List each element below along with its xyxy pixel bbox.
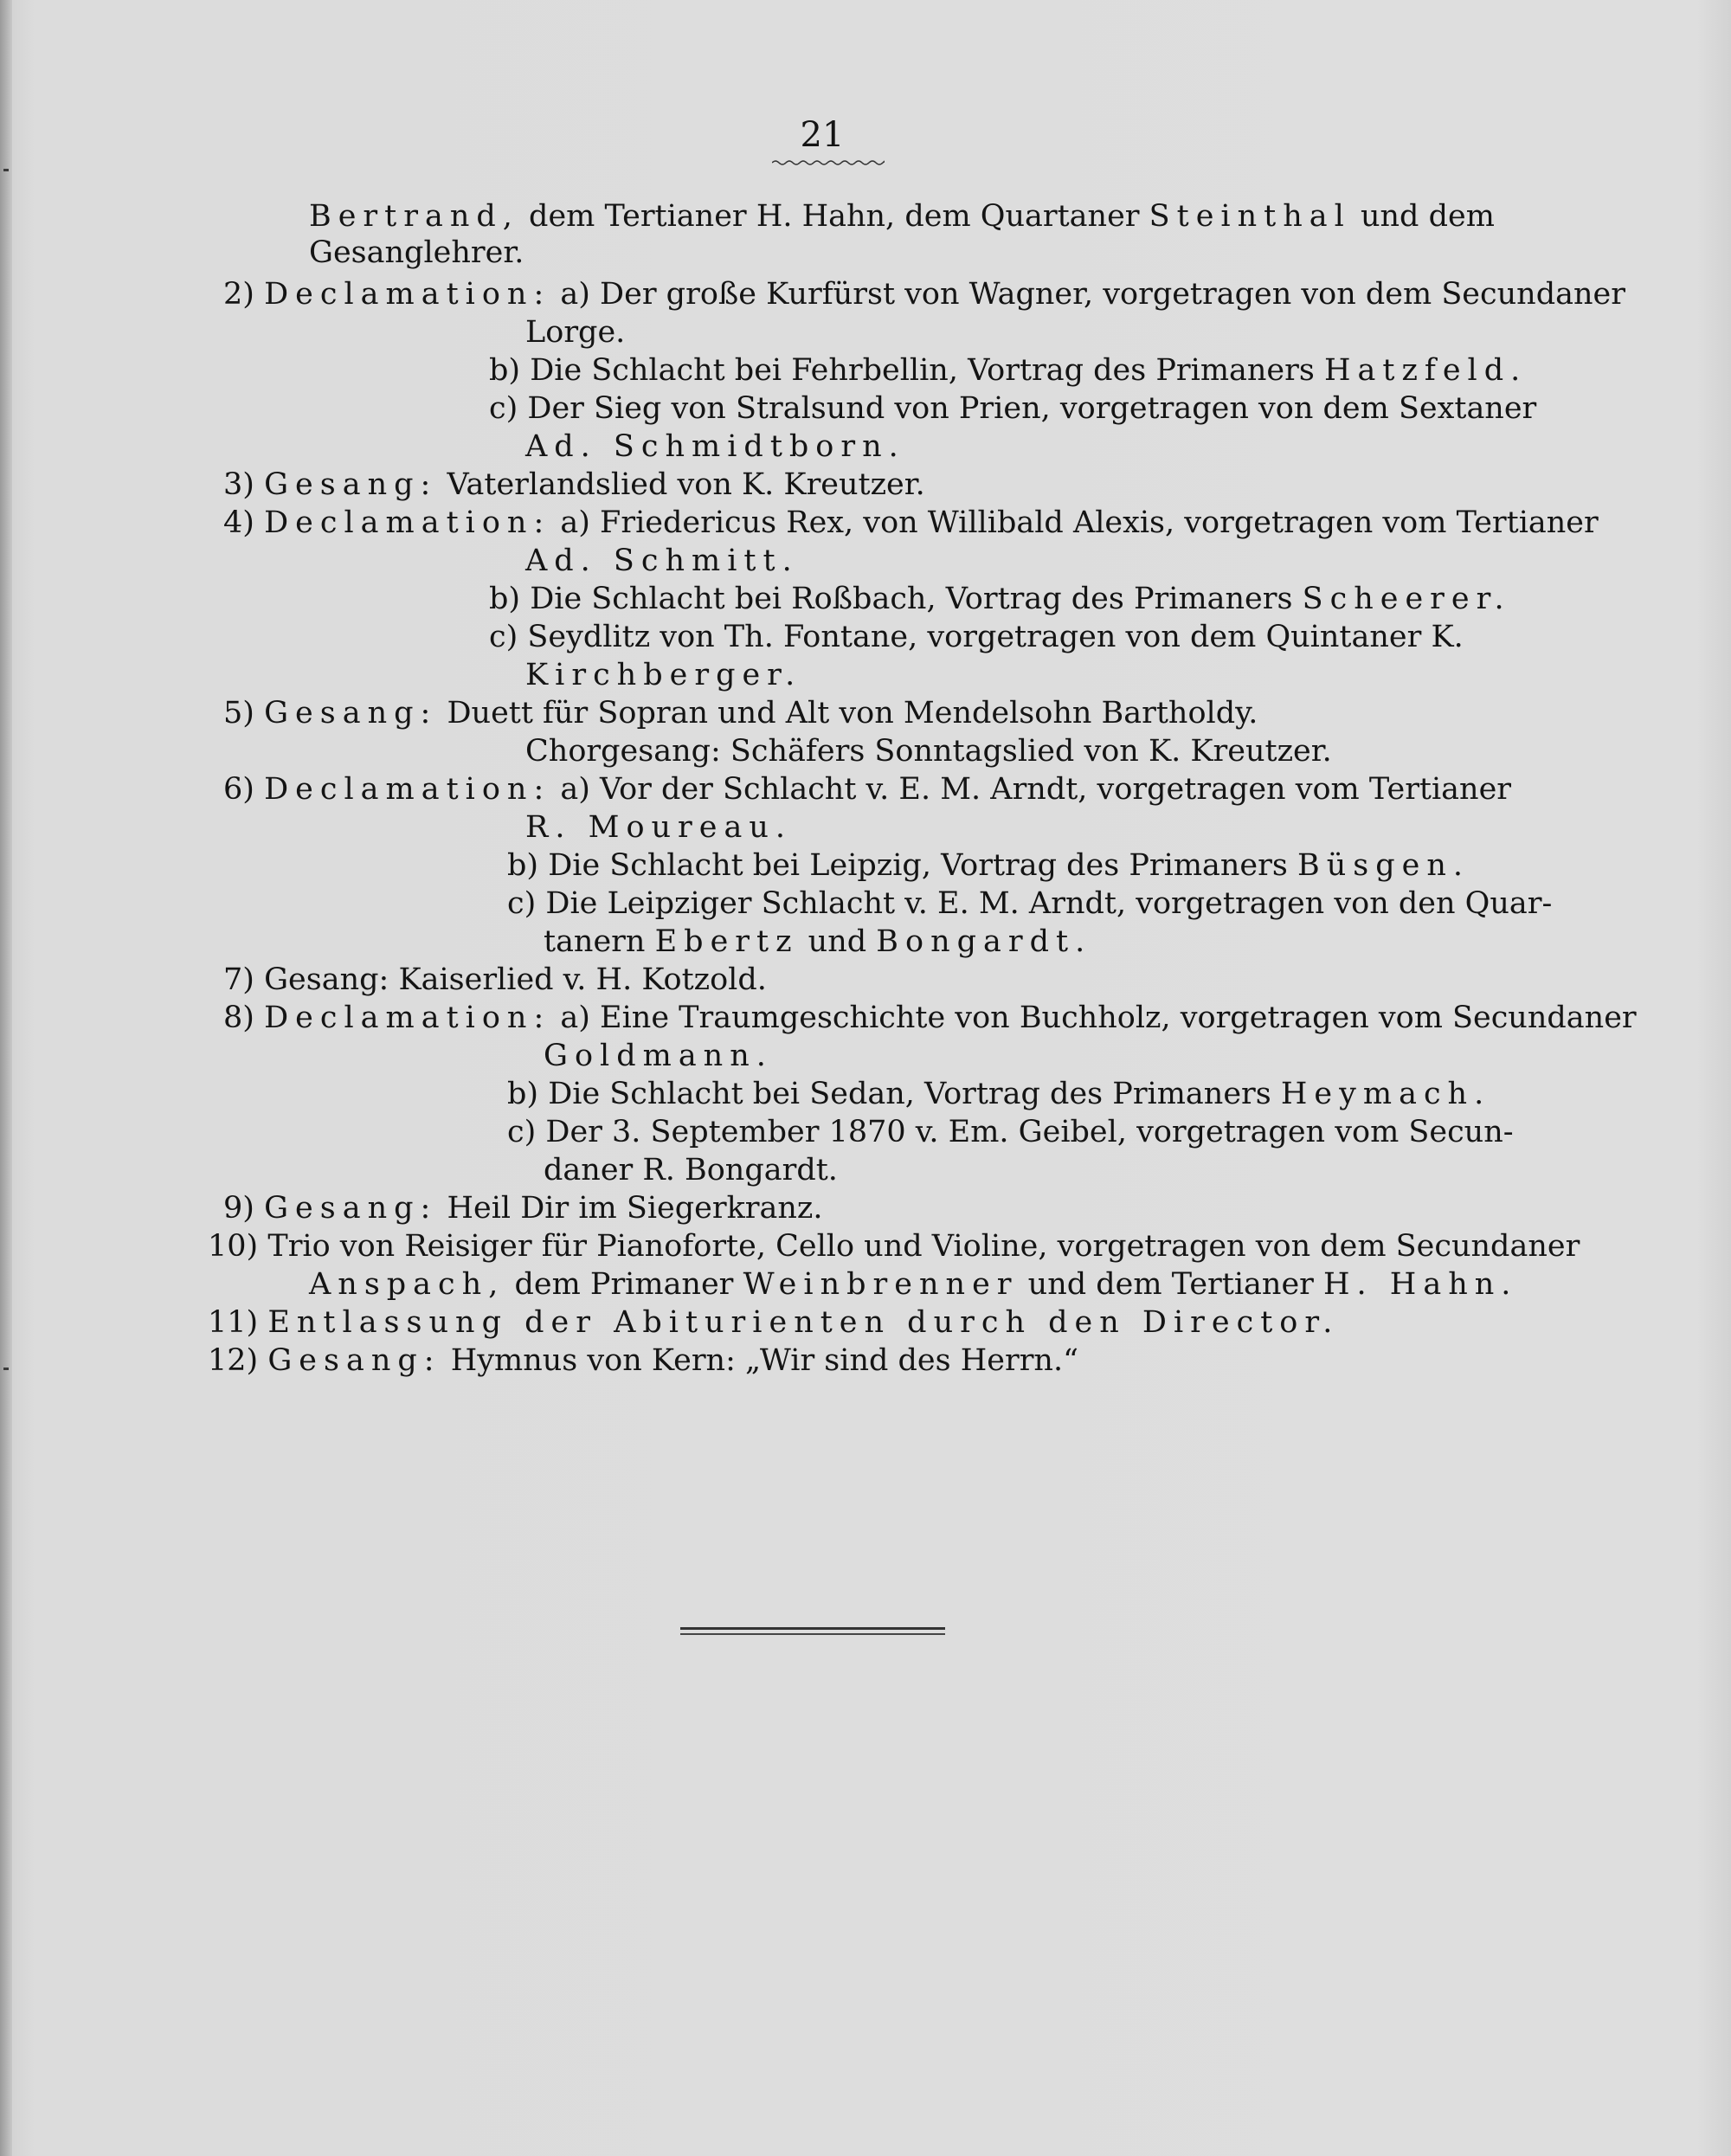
entry-12: 12) Gesang: Hymnus von Kern: „Wir sind des Herrn.“ [208, 1343, 1078, 1378]
entry-1-line-1: Bertrand, dem Tertianer H. Hahn, dem Quartaner Steinthal und dem [309, 199, 1495, 234]
entry-6-a-cont: R. Moureau. [525, 810, 793, 845]
entry-4-a-cont: Ad. Schmitt. [525, 544, 799, 578]
entry-6-c: c) Die Leipziger Schlacht v. E. M. Arndt, vorgetragen von den Quar- [507, 886, 1553, 921]
entry-5-chorgesang: Chorgesang: Schäfers Sonntagslied von K. Kreutzer. [525, 734, 1332, 769]
entry-6-line-1: 6) Declamation: a) Vor der Schlacht v. E. M. Arndt, vorgetragen vom Tertianer [223, 772, 1512, 807]
entry-1-line-2: Gesanglehrer. [309, 235, 524, 270]
entry-4-c-cont: Kirchberger. [525, 658, 802, 692]
entry-2-c: c) Der Sieg von Stralsund von Prien, vorgetragen von dem Sextaner [489, 391, 1537, 426]
entry-2-a-cont: Lorge. [525, 315, 626, 350]
entry-4-line-1: 4) Declamation: a) Friedericus Rex, von Willibald Alexis, vorgetragen vom Tertianer [223, 505, 1599, 540]
entry-5: 5) Gesang: Duett für Sopran und Alt von Mendelsohn Bartholdy. [223, 696, 1258, 730]
gutter-mark [3, 169, 9, 171]
entry-2-b: b) Die Schlacht bei Fehrbellin, Vortrag des Primaners Hatzfeld. [489, 353, 1528, 388]
end-rule [680, 1627, 945, 1635]
entry-2-line-1: 2) Declamation: a) Der große Kurfürst von Wagner, vorgetragen von dem Secundaner [223, 277, 1625, 312]
entry-6-b: b) Die Schlacht bei Leipzig, Vortrag des Primaners Büsgen. [507, 848, 1470, 883]
entry-8-line-1: 8) Declamation: a) Eine Traumgeschichte von Buchholz, vorgetragen vom Secundaner [223, 1001, 1637, 1035]
entry-8-c-cont: daner R. Bongardt. [544, 1153, 838, 1187]
entry-4-c: c) Seydlitz von Th. Fontane, vorgetragen von dem Quintaner K. [489, 620, 1464, 654]
page-number: 21 [800, 115, 845, 155]
entry-8-c: c) Der 3. September 1870 v. Em. Geibel, vorgetragen vom Secun- [507, 1115, 1514, 1149]
entry-6-c-cont: tanern Ebertz und Bongardt. [544, 924, 1092, 959]
entry-10-line-2: Anspach, dem Primaner Weinbrenner und dem Tertianer H. Hahn. [309, 1267, 1518, 1302]
entry-4-b: b) Die Schlacht bei Roßbach, Vortrag des Primaners Scheerer. [489, 582, 1511, 616]
entry-8-b: b) Die Schlacht bei Sedan, Vortrag des Primaners Heymach. [507, 1077, 1491, 1111]
entry-3: 3) Gesang: Vaterlandslied von K. Kreutzer. [223, 467, 925, 502]
entry-8-a-cont: Goldmann. [544, 1039, 773, 1073]
gutter-mark [3, 1368, 9, 1370]
entry-2-c-cont: Ad. Schmidtborn. [525, 429, 905, 464]
entry-7: 7) Gesang: Kaiserlied v. H. Kotzold. [223, 962, 767, 997]
page-number-ornament [772, 159, 885, 166]
entry-11: 11) Entlassung der Abiturienten durch den Director. [208, 1305, 1340, 1340]
page-gutter [0, 0, 12, 2156]
entry-10-line-1: 10) Trio von Reisiger für Pianoforte, Cello und Violine, vorgetragen von dem Secundaner [208, 1229, 1580, 1264]
entry-9: 9) Gesang: Heil Dir im Siegerkranz. [223, 1191, 823, 1226]
